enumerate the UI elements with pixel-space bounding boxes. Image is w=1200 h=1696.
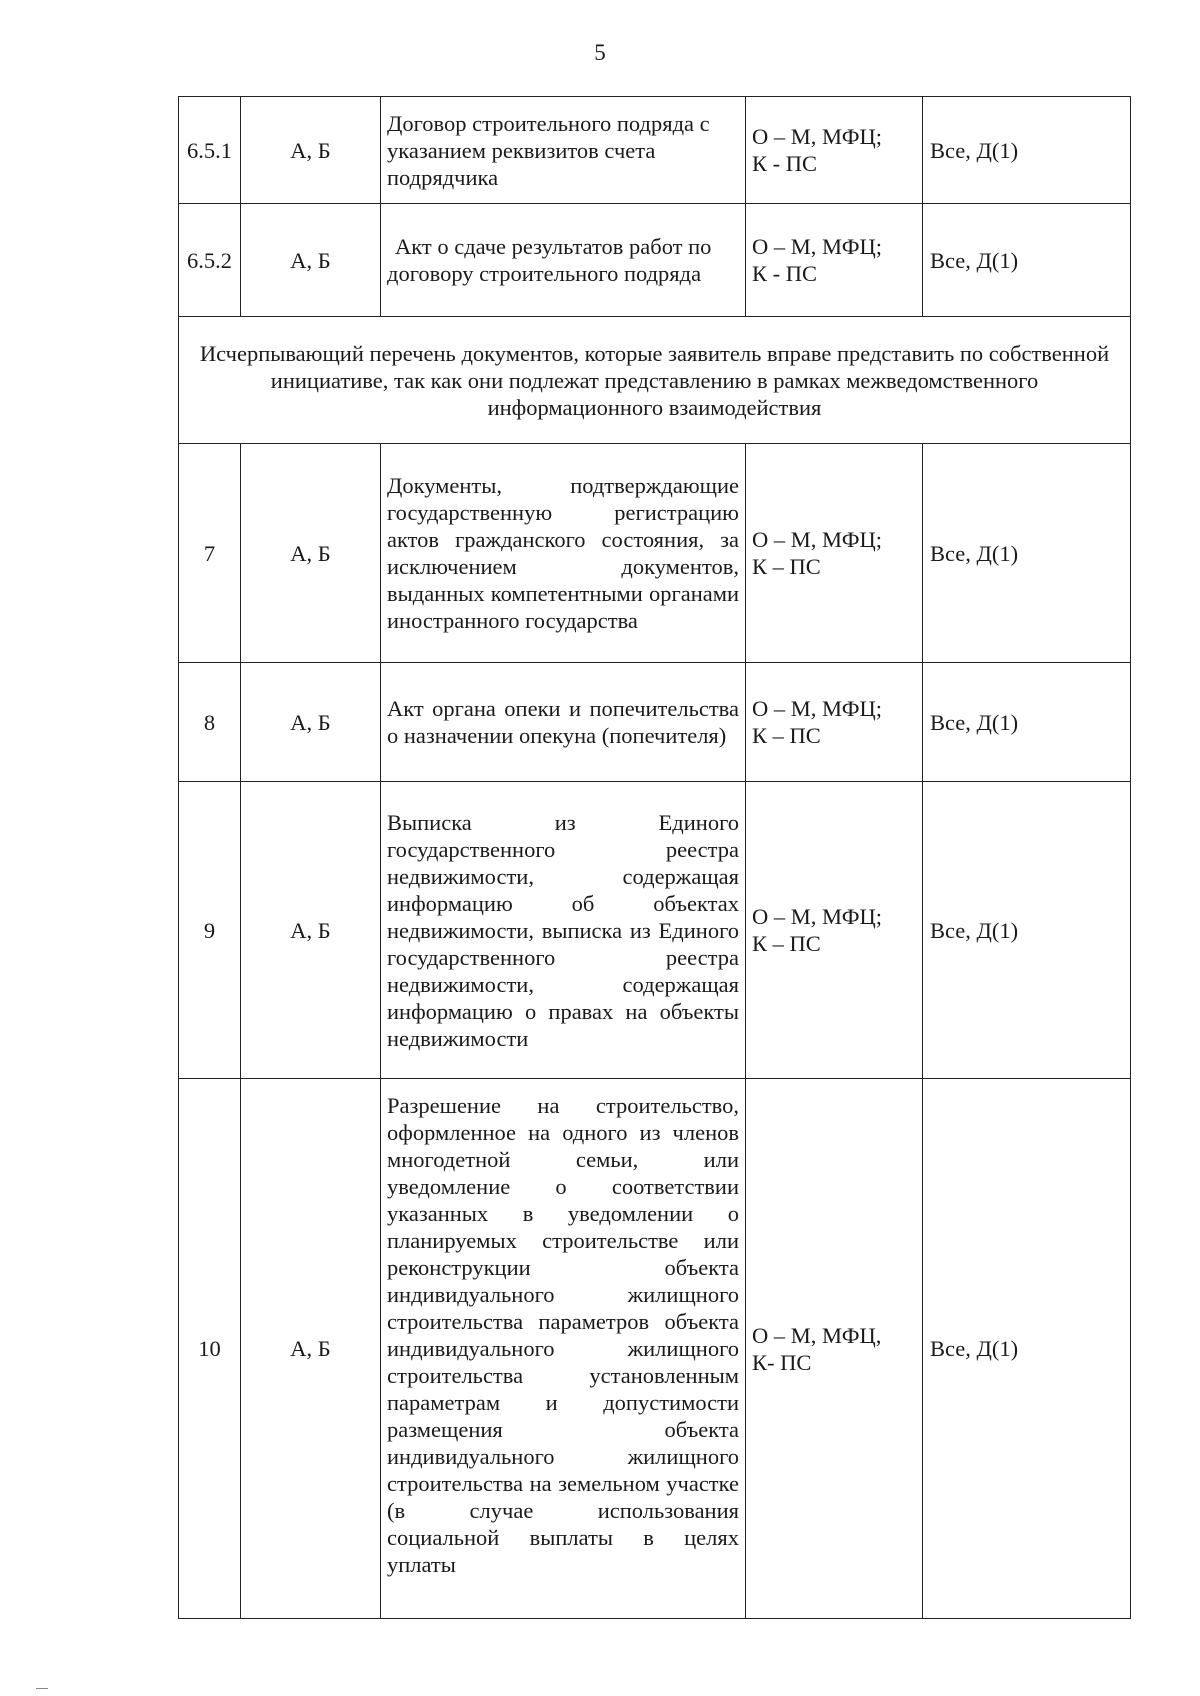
submission-form-line: К- ПС (752, 1349, 812, 1375)
submission-form-line: О – М, МФЦ; (752, 124, 882, 149)
document-name: Акт органа опеки и попечительства о назначении опекуна (попечителя) (381, 663, 746, 782)
submission-form (746, 663, 923, 782)
document-name: Акт о сдаче результатов работ по договору строительного подряда (381, 204, 746, 317)
applicant-category: А, Б (241, 782, 381, 1079)
applicant-category: А, Б (241, 1079, 381, 1619)
row-number: 6.5.1 (179, 97, 241, 204)
submission-form (746, 782, 923, 1079)
section-heading: Исчерпывающий перечень документов, которые заявитель вправе представить по собственной инициативе, так как они подлежат представлению в рамках межведомственного информационного взаимодействия (179, 317, 1131, 444)
applicant-category: А, Б (241, 97, 381, 204)
recipients: Все, Д(1) (923, 444, 1131, 663)
recipients: Все, Д(1) (923, 1079, 1131, 1619)
applicant-category: А, Б (241, 444, 381, 663)
submission-form (746, 204, 923, 317)
row-number: 10 (179, 1079, 241, 1619)
applicant-category: А, Б (241, 204, 381, 317)
row-number: 6.5.2 (179, 204, 241, 317)
table-row (179, 1079, 1131, 1619)
recipients: Все, Д(1) (923, 97, 1131, 204)
table-row (179, 97, 1131, 204)
table-row (179, 444, 1131, 663)
submission-form-line: О – М, МФЦ; (752, 234, 882, 259)
table-row (179, 782, 1131, 1079)
recipients: Все, Д(1) (923, 204, 1131, 317)
row-number: 9 (179, 782, 241, 1079)
submission-form (746, 1079, 923, 1619)
submission-form-line: К – ПС (752, 723, 821, 748)
submission-form-line: О – М, МФЦ; (752, 904, 882, 929)
row-number: 8 (179, 663, 241, 782)
submission-form (746, 444, 923, 663)
recipients: Все, Д(1) (923, 663, 1131, 782)
submission-form-line: О – М, МФЦ, (752, 1322, 882, 1348)
document-name: Выписка из Единого государственного реестра недвижимости, содержащая информацию об объектах недвижимости, выписка из Единого государственного реестра недвижимости, содержащая информацию о правах на объекты недвижимости (381, 782, 746, 1079)
document-name: Разрешение на строительство, оформленное на одного из членов многодетной семьи, или уведомление о соответствии указанных в уведомлении о планируемых строительстве или реконструкции объекта индивидуального жилищного строительства параметров объекта индивидуального жилищного строительства установленным параметрам и допустимости размещения объекта индивидуального жилищного строительства на земельном участке (в случае использования социальной выплаты в целях уплаты (381, 1079, 746, 1619)
submission-form-line: О – М, МФЦ; (752, 696, 882, 721)
recipients: Все, Д(1) (923, 782, 1131, 1079)
submission-form-line: К - ПС (752, 151, 818, 176)
documents-table (178, 96, 1131, 1619)
submission-form-line: К – ПС (752, 554, 821, 579)
submission-form-line: К – ПС (752, 931, 821, 956)
applicant-category: А, Б (241, 663, 381, 782)
submission-form-line: К - ПС (752, 261, 818, 286)
table-row (179, 204, 1131, 317)
row-number: 7 (179, 444, 241, 663)
page-number: 5 (594, 40, 606, 65)
submission-form (746, 97, 923, 204)
document-name: Документы, подтверждающие государственную регистрацию актов гражданского состояния, за исключением документов, выданных компетентными органами иностранного государства (381, 444, 746, 663)
section-header-row (179, 317, 1131, 444)
table-row (179, 663, 1131, 782)
document-name: Договор строительного подряда с указанием реквизитов счета подрядчика (381, 97, 746, 204)
submission-form-line: О – М, МФЦ; (752, 527, 882, 552)
scan-mark (36, 1688, 48, 1689)
